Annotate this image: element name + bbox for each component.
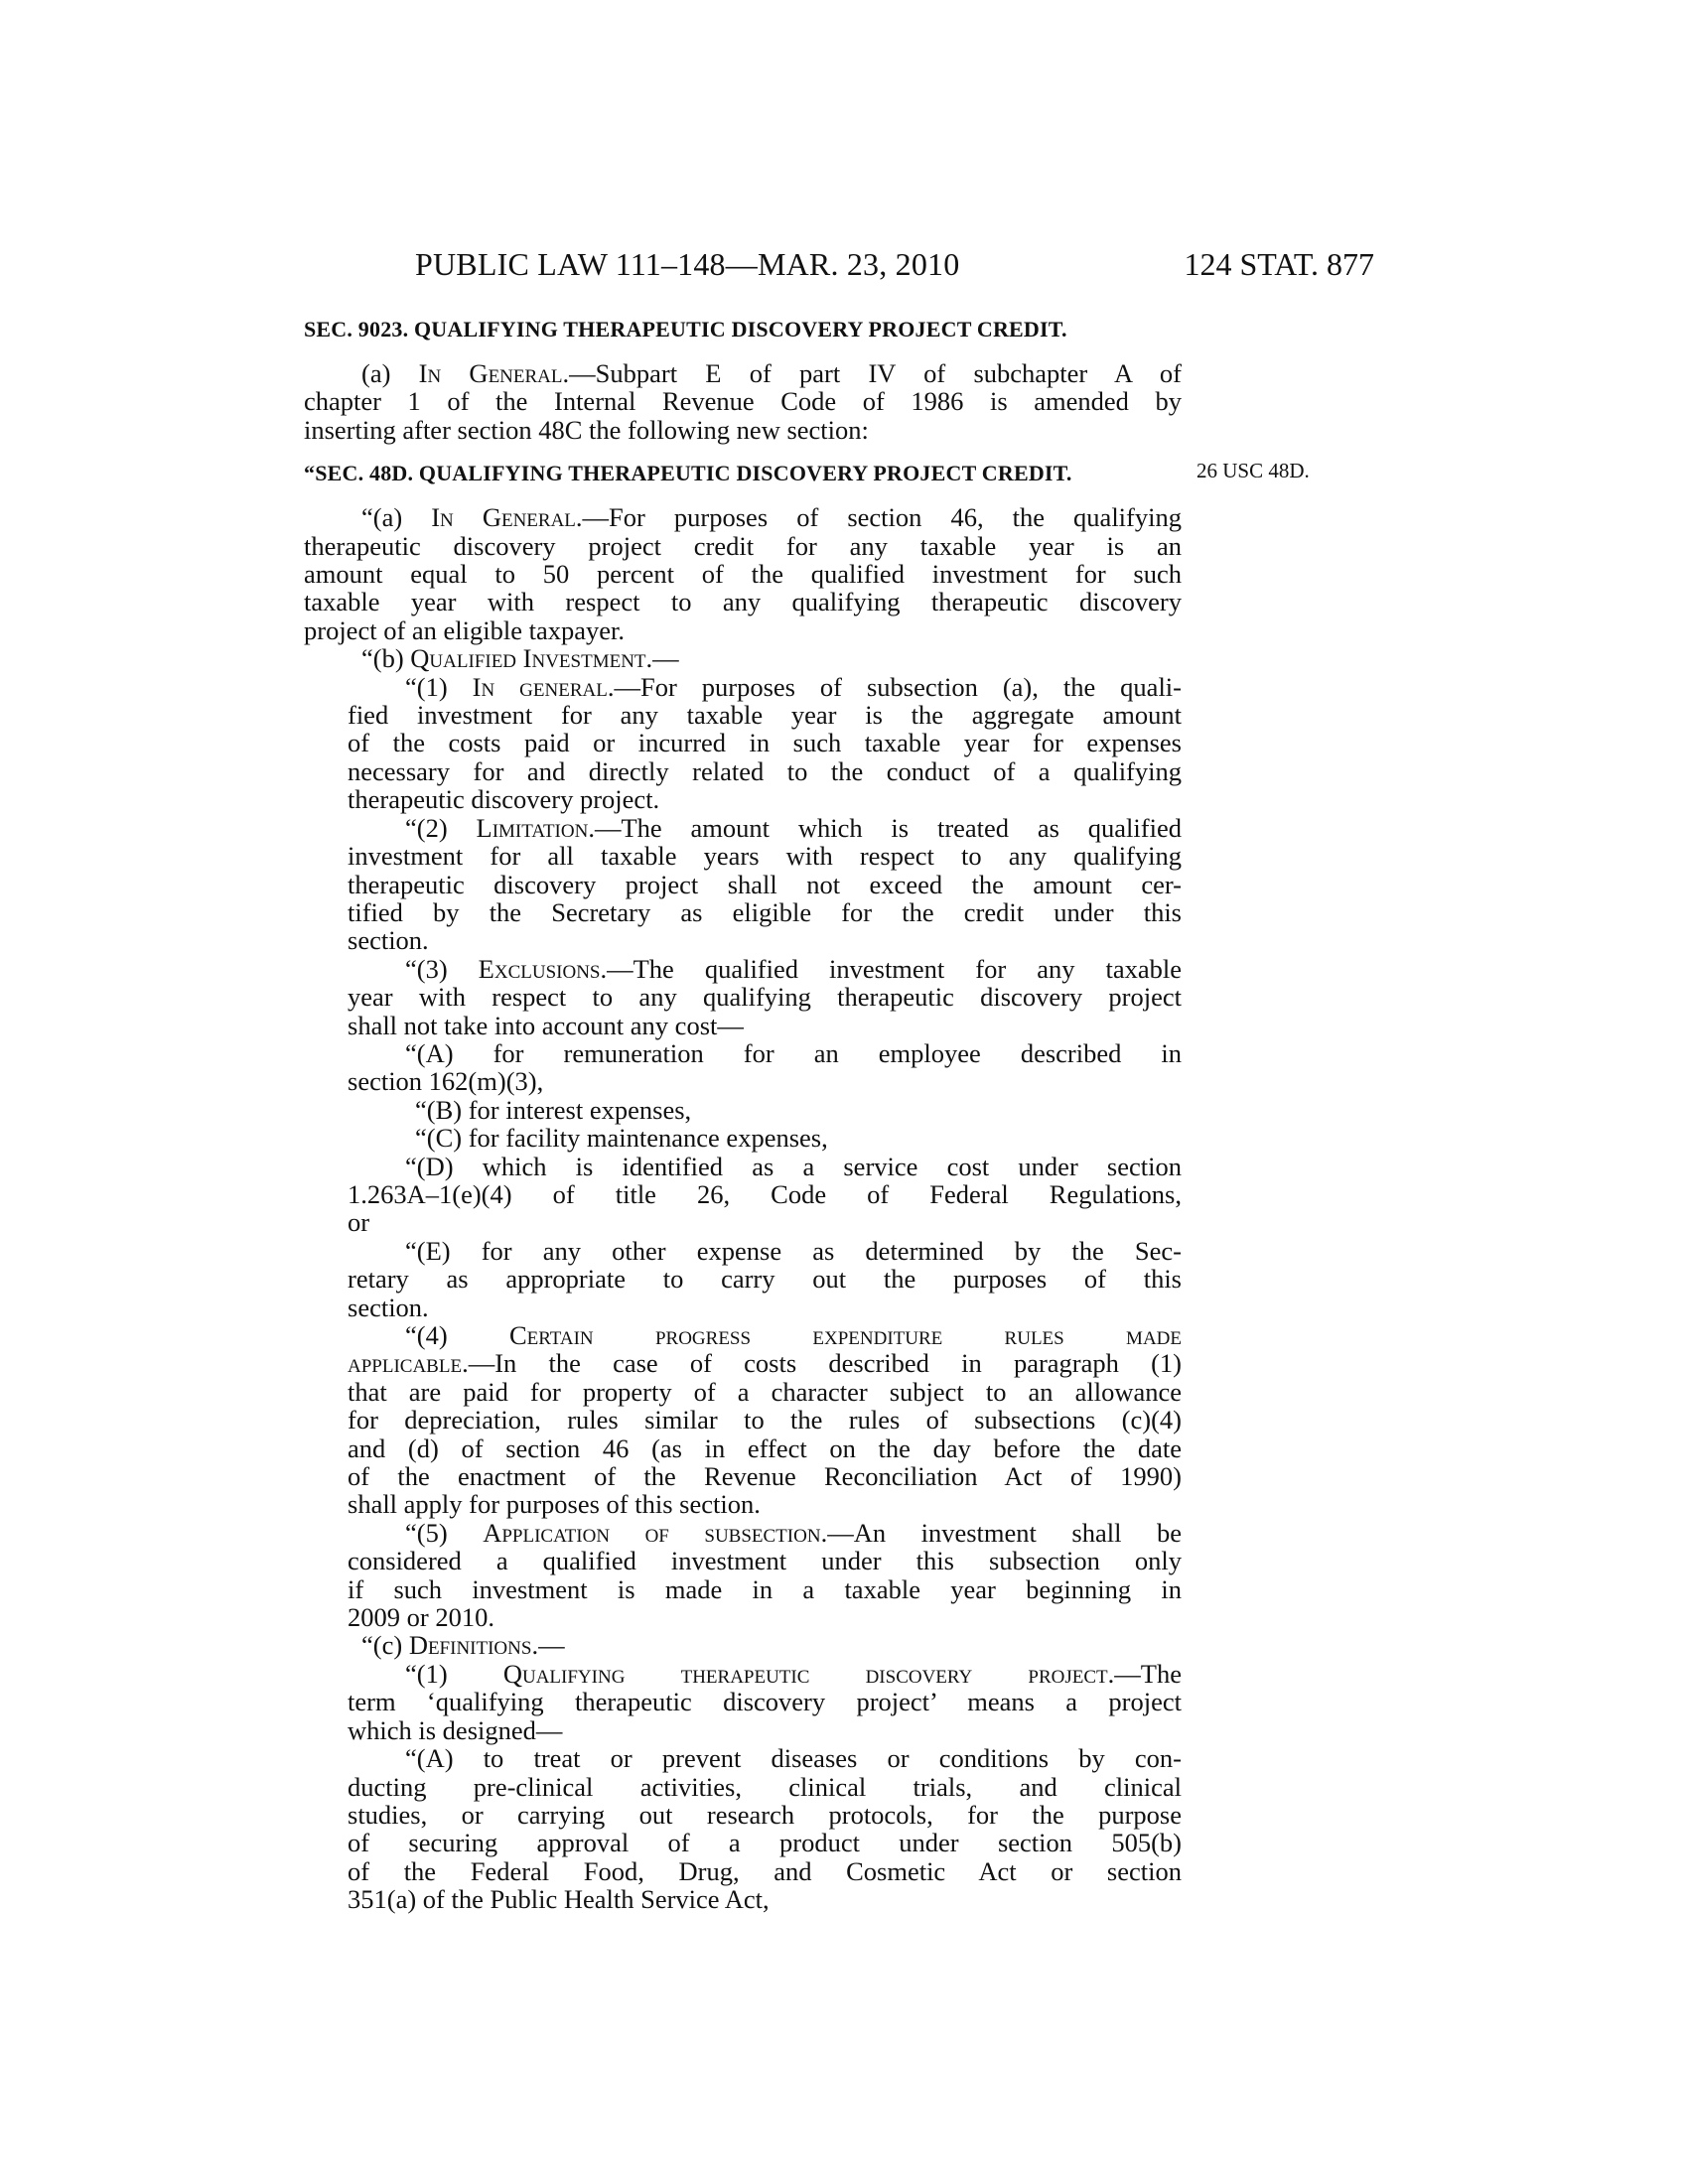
subsection-a: [304, 359, 1182, 444]
text-line: year with respect to any qualifying therapeutic discovery project: [348, 982, 1182, 1013]
text-line: or: [348, 1207, 370, 1238]
running-head-page-ref: 124 STAT. 877: [1184, 246, 1374, 282]
text-line: taxable year with respect to any qualifying therapeutic discovery: [304, 587, 1182, 617]
subparagraph-b3A: [304, 1039, 1182, 1096]
text-line: “(A) for remuneration for an employee described in: [405, 1037, 1182, 1068]
paragraph-a: [304, 503, 1182, 644]
page-header: [304, 246, 1374, 286]
text-line: of securing approval of a product under section 505(b): [348, 1828, 1182, 1858]
text-line: section.: [348, 925, 429, 956]
text-line: 351(a) of the Public Health Service Act,: [348, 1884, 770, 1915]
text-line: investment for all taxable years with respect to any qualifying: [348, 841, 1182, 872]
running-head-title: PUBLIC LAW 111–148—MAR. 23, 2010: [415, 246, 960, 282]
text-line: “(a) In General.—For purposes of section 46, the qualifying: [361, 502, 1182, 533]
text-column: [304, 316, 1182, 1914]
paragraph-b1: [304, 673, 1182, 814]
margin-citation-note: 26 USC 48D.: [1196, 459, 1310, 482]
text-line: tified by the Secretary as eligible for the credit under this: [348, 896, 1182, 927]
text-line: section 162(m)(3),: [348, 1066, 544, 1097]
text-line: that are paid for property of a character subject to an allowance: [348, 1376, 1182, 1407]
text-line: ducting pre-clinical activities, clinical trials, and clinical: [348, 1771, 1182, 1802]
text-line: and (d) of section 46 (as in effect on the day before the date: [348, 1433, 1182, 1463]
paragraph-b-heading: “(b) Qualified Investment.—: [361, 643, 679, 674]
new-section-heading: “SEC. 48D. QUALIFYING THERAPEUTIC DISCOVERY PROJECT CREDIT.: [304, 461, 1072, 486]
text-line: of the enactment of the Revenue Reconciliation Act of 1990): [348, 1461, 1182, 1492]
text-line: amount equal to 50 percent of the qualified investment for such: [304, 559, 1182, 590]
text-line: studies, or carrying out research protocols, for the purpose: [348, 1799, 1182, 1830]
text-line: necessary for and directly related to the conduct of a qualifying: [348, 755, 1182, 786]
subparagraph-b3E: [304, 1237, 1182, 1321]
text-line: which is designed—: [348, 1714, 563, 1745]
subparagraph-c1A: [304, 1744, 1182, 1913]
text-line: “(A) to treat or prevent diseases or conditions by con-: [405, 1743, 1182, 1774]
text-line: “(3) Exclusions.—The qualified investment for any taxable: [405, 953, 1182, 984]
text-line: “(D) which is identified as a service cost under section: [405, 1151, 1182, 1181]
text-line: therapeutic discovery project credit for any taxable year is an: [304, 530, 1182, 561]
subparagraph-b3D: [304, 1153, 1182, 1237]
text-line: of the costs paid or incurred in such taxable year for expenses: [348, 728, 1182, 758]
paragraph-b4: [304, 1321, 1182, 1519]
paragraph-c1: [304, 1660, 1182, 1744]
text-line: fied investment for any taxable year is the aggregate amount: [348, 700, 1182, 731]
text-line: for depreciation, rules similar to the rules of subsections (c)(4): [348, 1405, 1182, 1435]
text-line: 1.263A–1(e)(4) of title 26, Code of Federal Regulations,: [348, 1178, 1182, 1209]
text-line: term ‘qualifying therapeutic discovery project’ means a project: [348, 1687, 1182, 1717]
subparagraph-b3B: “(B) for interest expenses,: [415, 1094, 692, 1125]
text-line: of the Federal Food, Drug, and Cosmetic Act or section: [348, 1855, 1182, 1886]
paragraph-b3: [304, 955, 1182, 1039]
text-line: “(2) Limitation.—The amount which is treated as qualified: [405, 812, 1182, 843]
subparagraph-b3C: “(C) for facility maintenance expenses,: [415, 1123, 828, 1154]
text-line: therapeutic discovery project.: [348, 784, 660, 815]
text-line: therapeutic discovery project shall not exceed the amount cer-: [348, 869, 1182, 899]
paragraph-b2: [304, 814, 1182, 955]
text-line: if such investment is made in a taxable year beginning in: [348, 1573, 1182, 1604]
text-line: considered a qualified investment under this subsection only: [348, 1546, 1182, 1576]
text-line: applicable.—In the case of costs described in paragraph (1): [348, 1348, 1182, 1379]
text-line: chapter 1 of the Internal Revenue Code of 1986 is amended by: [304, 386, 1182, 417]
text-line: section.: [348, 1292, 429, 1322]
text-line: “(1) In general.—For purposes of subsection (a), the quali-: [405, 671, 1182, 702]
text-line: retary as appropriate to carry out the purposes of this: [348, 1264, 1182, 1295]
paragraph-b5: [304, 1519, 1182, 1632]
text-line: “(1) Qualifying therapeutic discovery project.—The: [405, 1658, 1182, 1689]
text-line: “(5) Application of subsection.—An investment shall be: [405, 1517, 1182, 1548]
text-line: inserting after section 48C the following new section:: [304, 414, 869, 445]
section-heading: SEC. 9023. QUALIFYING THERAPEUTIC DISCOVERY PROJECT CREDIT.: [304, 317, 1067, 341]
text-line: project of an eligible taxpayer.: [304, 614, 626, 645]
text-line: (a) In General.—Subpart E of part IV of subchapter A of: [361, 358, 1183, 388]
text-line: “(4) Certain progress expenditure rules made: [405, 1320, 1182, 1350]
paragraph-c-heading: “(c) Definitions.—: [361, 1630, 565, 1661]
text-line: shall not take into account any cost—: [348, 1010, 744, 1040]
text-line: 2009 or 2010.: [348, 1602, 494, 1633]
text-line: “(E) for any other expense as determined by the Sec-: [405, 1235, 1182, 1266]
text-line: shall apply for purposes of this section.: [348, 1489, 761, 1520]
